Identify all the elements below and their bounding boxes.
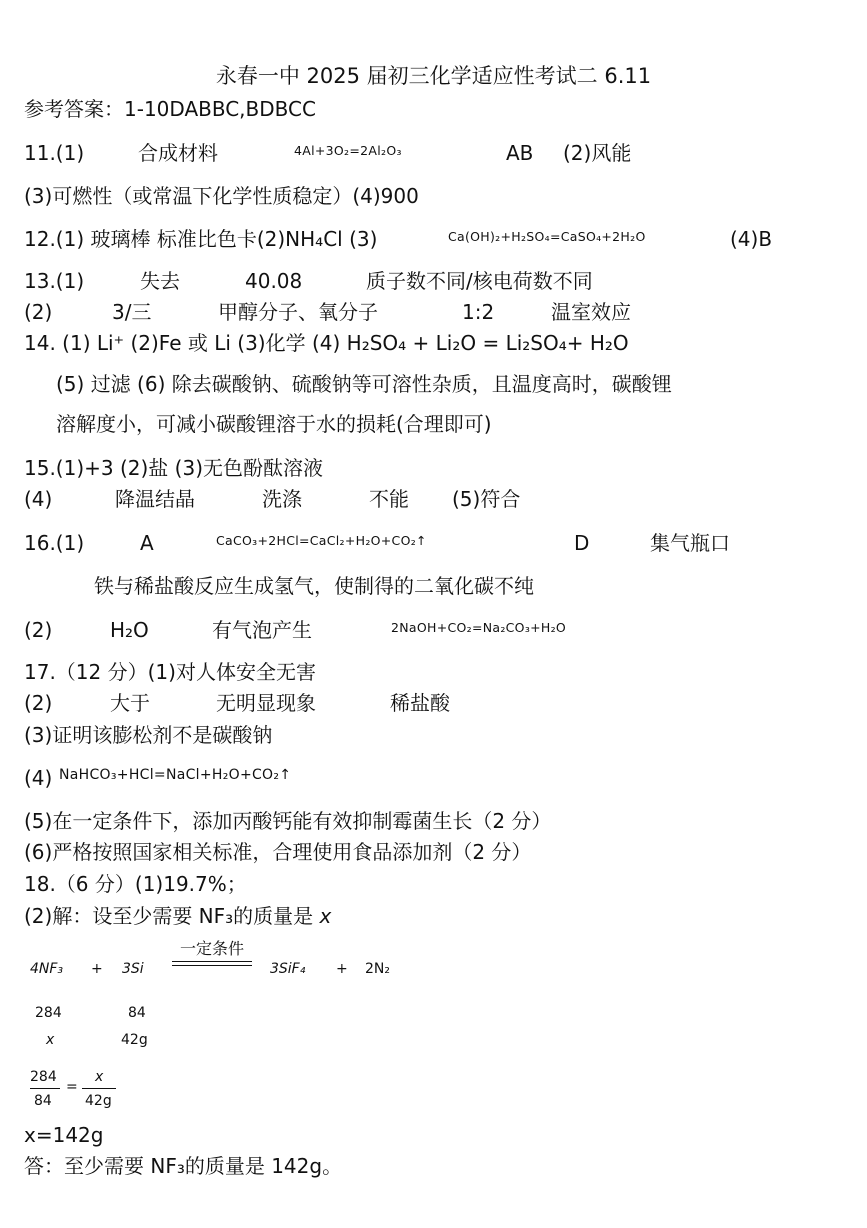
q18-frac-bar-2 — [82, 1088, 116, 1089]
q18-frac-num-1: 284 — [30, 1069, 57, 1085]
q13-number: 13.(1) — [24, 269, 85, 293]
q18-frac-bar-1 — [30, 1088, 60, 1089]
q13-answer-1: 失去 — [140, 269, 180, 293]
q18-frac-den-1: 84 — [34, 1093, 52, 1109]
q17-formula: NaHCO₃+HCl=NaCl+H₂O+CO₂↑ — [59, 767, 292, 783]
q11-answer-2: AB — [506, 141, 534, 165]
q15-part-4: (4) — [24, 487, 53, 511]
q14-line-2: (5) 过滤 (6) 除去碳酸钠、硫酸钠等可溶性杂质，且温度高时，碳酸锂 — [56, 372, 672, 396]
q18-mass-2: 84 — [128, 1005, 146, 1021]
q16-part-2-a: H₂O — [110, 618, 149, 642]
q12-tail: (4)B — [730, 227, 773, 251]
q18-product-2: 2N₂ — [365, 961, 390, 977]
q16-line-2: 铁与稀盐酸反应生成氢气，使制得的二氧化碳不纯 — [94, 574, 534, 598]
q18-product-1: 3SiF₄ — [270, 961, 306, 977]
q14-line-1: 14. (1) Li⁺ (2)Fe 或 Li (3)化学 (4) H₂SO₄ + Li₂O = Li₂SO₄+ H₂O — [24, 331, 629, 355]
q17-line-5: (5)在一定条件下，添加丙酸钙能有效抑制霉菌生长（2 分） — [24, 809, 552, 833]
q17-part-2-a: 大于 — [110, 691, 150, 715]
q13-answer-2: 40.08 — [245, 269, 303, 293]
q18-line-2 — [24, 903, 331, 929]
page-title: 永春一中 2025 届初三化学适应性考试二 6.11 — [215, 64, 652, 88]
q18-frac-equals: = — [66, 1079, 78, 1095]
q15-part-4-a: 降温结晶 — [115, 487, 195, 511]
q16-answer-3: 集气瓶口 — [650, 531, 730, 555]
q16-part-2: (2) — [24, 618, 53, 642]
q18-plus-2: + — [336, 961, 348, 977]
q13-part-2-a: 3/三 — [112, 300, 152, 324]
q13-part-2-d: 温室效应 — [551, 300, 631, 324]
q18-proportion — [30, 1066, 120, 1116]
q15-part-5: (5)符合 — [452, 487, 521, 511]
q18-frac-num-2: x — [95, 1069, 104, 1085]
q17-line-6: (6)严格按照国家相关标准，合理使用食品添加剂（2 分） — [24, 840, 532, 864]
q16-part-2-b: 有气泡产生 — [212, 618, 312, 642]
q17-part-2: (2) — [24, 691, 53, 715]
q18-var: x — [319, 904, 332, 928]
q18-frac-den-2: 42g — [85, 1093, 112, 1109]
q13-answer-3: 质子数不同/核电荷数不同 — [366, 269, 593, 293]
q13-part-2: (2) — [24, 300, 53, 324]
q17-part-4: (4) — [24, 766, 53, 790]
q11-answer-1: 合成材料 — [138, 141, 218, 165]
q16-answer-1: A — [140, 531, 154, 555]
q18-reactant-2: 3Si — [122, 961, 144, 977]
q15-part-4-c: 不能 — [369, 487, 409, 511]
q18-answer: 答：至少需要 NF₃的质量是 142g。 — [24, 1154, 343, 1178]
q12-text: 12.(1) 玻璃棒 标准比色卡(2)NH₄Cl (3) — [24, 227, 378, 251]
q15-line-1: 15.(1)+3 (2)盐 (3)无色酚酞溶液 — [24, 456, 323, 480]
q18-known: 42g — [121, 1032, 148, 1048]
q18-plus-1: + — [91, 961, 103, 977]
q14-line-3: 溶解度小，可减小碳酸锂溶于水的损耗(合理即可) — [56, 412, 492, 436]
q13-part-2-c: 1:2 — [462, 300, 495, 324]
q11-answer-3: (2)风能 — [563, 141, 632, 165]
q18-equals-bar-bottom — [172, 965, 252, 966]
q16-formula-2: 2NaOH+CO₂=Na₂CO₃+H₂O — [391, 620, 567, 635]
q16-formula: CaCO₃+2HCl=CaCl₂+H₂O+CO₂↑ — [216, 533, 427, 548]
q18-reactant-1: 4NF₃ — [30, 961, 64, 977]
q12-formula: Ca(OH)₂+H₂SO₄=CaSO₄+2H₂O — [448, 229, 646, 244]
q16-answer-2: D — [574, 531, 590, 555]
q17-line-3: (3)证明该膨松剂不是碳酸钠 — [24, 723, 273, 747]
q17-part-2-c: 稀盐酸 — [390, 691, 450, 715]
mc-answers: 参考答案：1-10DABBC,BDBCC — [24, 97, 316, 121]
q18-unknown: x — [46, 1032, 55, 1048]
q18-result: x=142g — [24, 1123, 104, 1147]
q11-line-2: (3)可燃性（或常温下化学性质稳定）(4)900 — [24, 184, 419, 208]
q15-part-4-b: 洗涤 — [262, 487, 302, 511]
q18-line-1: 18.（6 分）(1)19.7%； — [24, 872, 247, 896]
q11-formula: 4Al+3O₂=2Al₂O₃ — [294, 143, 402, 158]
q13-part-2-b: 甲醇分子、氧分子 — [218, 300, 378, 324]
q18-mass-1: 284 — [35, 1005, 62, 1021]
q17-part-2-b: 无明显现象 — [216, 691, 316, 715]
q18-condition: 一定条件 — [179, 939, 244, 958]
q18-equals-bar-top — [172, 961, 252, 962]
q18-line-2-text: (2)解：设至少需要 NF₃的质量是 — [24, 904, 314, 928]
q17-line-1: 17.（12 分）(1)对人体安全无害 — [24, 660, 316, 684]
q16-number: 16.(1) — [24, 531, 85, 555]
q11-number: 11.(1) — [24, 141, 85, 165]
